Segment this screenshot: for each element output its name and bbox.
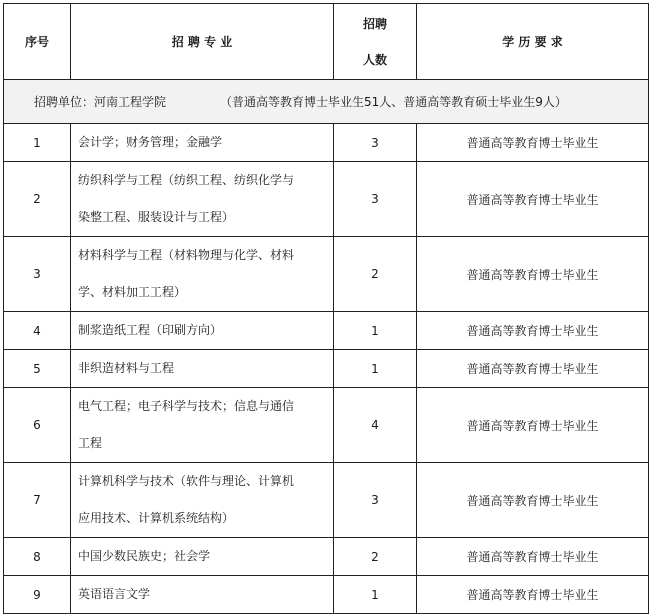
row-no: 1 <box>4 124 71 162</box>
row-edu: 普通高等教育博士毕业生 <box>417 237 649 312</box>
row-major-line1: 纺织科学与工程（纺织工程、纺织化学与 <box>78 173 295 187</box>
unit-banner-row <box>4 80 649 124</box>
row-count: 2 <box>334 237 417 312</box>
table-row <box>4 350 649 388</box>
header-count-line1: 招聘 <box>362 16 387 31</box>
row-edu: 普通高等教育博士毕业生 <box>417 576 649 614</box>
row-major-line1: 材料科学与工程（材料物理与化学、材料 <box>78 248 295 262</box>
table-row <box>4 576 649 614</box>
row-edu: 普通高等教育博士毕业生 <box>417 350 649 388</box>
row-no: 9 <box>4 576 71 614</box>
table-row <box>4 388 649 463</box>
header-edu: 学 历 要 求 <box>417 4 649 80</box>
row-major <box>71 237 334 312</box>
row-count: 2 <box>334 538 417 576</box>
row-count: 3 <box>334 463 417 538</box>
row-edu: 普通高等教育博士毕业生 <box>417 388 649 463</box>
row-major <box>71 162 334 237</box>
row-no: 8 <box>4 538 71 576</box>
row-no: 2 <box>4 162 71 237</box>
row-no: 3 <box>4 237 71 312</box>
row-count: 1 <box>334 576 417 614</box>
row-major: 英语语言文学 <box>71 576 334 614</box>
row-count: 3 <box>334 162 417 237</box>
table-row <box>4 237 649 312</box>
row-no: 6 <box>4 388 71 463</box>
row-major <box>71 388 334 463</box>
row-major-line1: 计算机科学与技术（软件与理论、计算机 <box>78 474 295 488</box>
row-count: 1 <box>334 350 417 388</box>
row-count: 1 <box>334 312 417 350</box>
row-major-line2: 染整工程、服装设计与工程） <box>78 210 235 224</box>
table-row <box>4 124 649 162</box>
row-major-line2: 应用技术、计算机系统结构） <box>78 511 235 525</box>
row-edu: 普通高等教育博士毕业生 <box>417 124 649 162</box>
row-major: 中国少数民族史；社会学 <box>71 538 334 576</box>
row-major-line2: 学、材料加工工程） <box>78 285 187 299</box>
table-row <box>4 312 649 350</box>
header-major: 招 聘 专 业 <box>71 4 334 80</box>
row-no: 4 <box>4 312 71 350</box>
unit-name: 招聘单位：河南工程学院 <box>34 95 167 109</box>
row-edu: 普通高等教育博士毕业生 <box>417 538 649 576</box>
row-count: 4 <box>334 388 417 463</box>
unit-banner <box>4 80 649 124</box>
row-no: 5 <box>4 350 71 388</box>
table-row <box>4 162 649 237</box>
table-header-row <box>4 4 649 80</box>
row-edu: 普通高等教育博士毕业生 <box>417 463 649 538</box>
header-count-line2: 人数 <box>362 52 387 67</box>
row-major: 非织造材料与工程 <box>71 350 334 388</box>
header-seq: 序号 <box>4 4 71 80</box>
row-major: 会计学；财务管理；金融学 <box>71 124 334 162</box>
row-major: 制浆造纸工程（印刷方向） <box>71 312 334 350</box>
row-edu: 普通高等教育博士毕业生 <box>417 162 649 237</box>
header-count <box>334 4 417 80</box>
recruitment-table <box>3 3 649 614</box>
table-row <box>4 463 649 538</box>
row-edu: 普通高等教育博士毕业生 <box>417 312 649 350</box>
table-row <box>4 538 649 576</box>
row-count: 3 <box>334 124 417 162</box>
row-no: 7 <box>4 463 71 538</box>
row-major-line2: 工程 <box>78 436 103 450</box>
row-major <box>71 463 334 538</box>
unit-quota-note: （普通高等教育博士毕业生51人、普通高等教育硕士毕业生9人） <box>220 95 567 109</box>
row-major-line1: 电气工程；电子科学与技术；信息与通信 <box>78 399 295 413</box>
